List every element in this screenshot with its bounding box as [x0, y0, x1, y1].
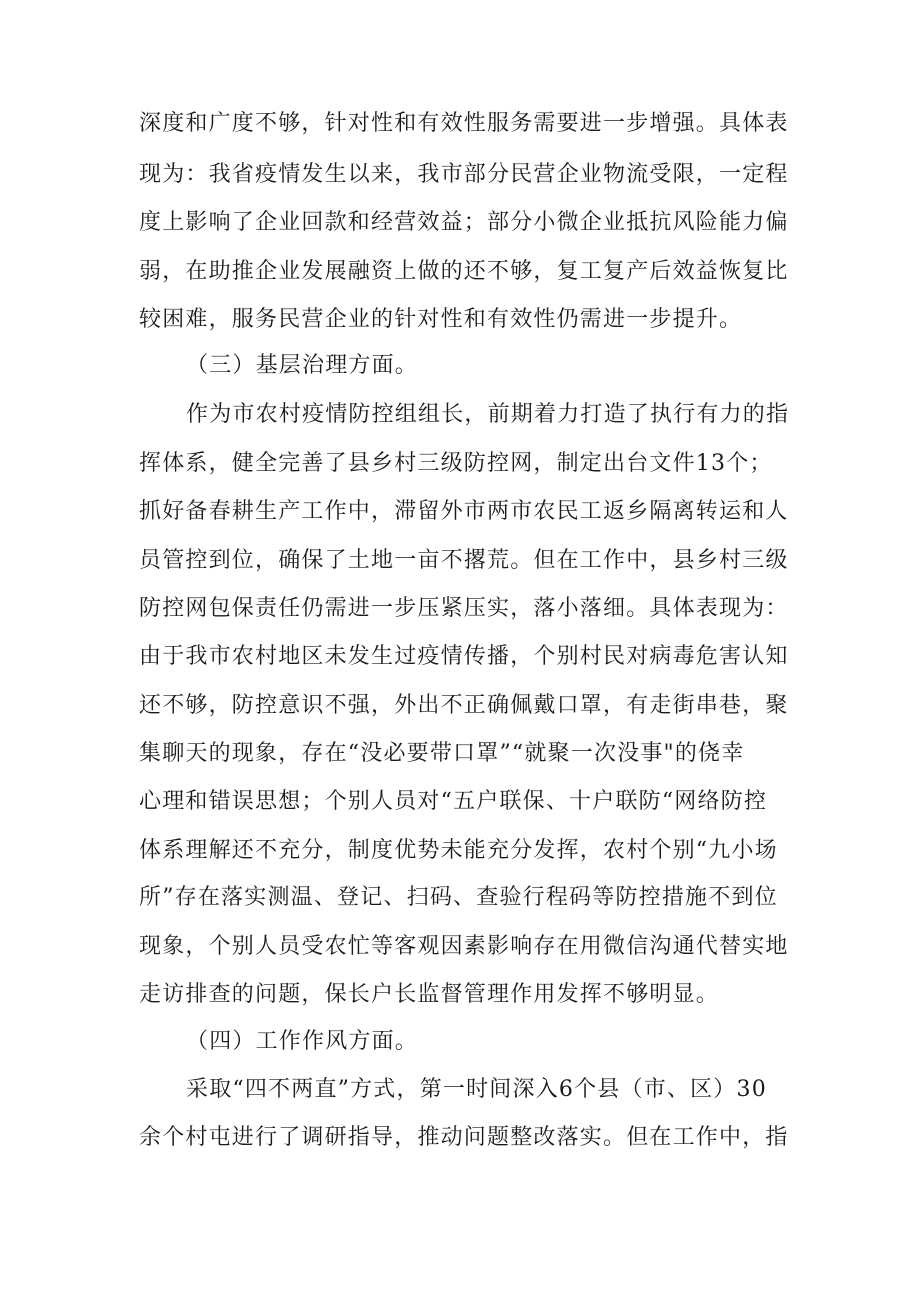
- paragraph-line: 由于我市农村地区未发生过疫情传播，个别村民对病毒危害认知: [139, 644, 789, 669]
- paragraph-line: 集聊天的现象，存在“没必要带口罩”“就聚一次没事"的侥幸: [139, 741, 745, 766]
- paragraph-line: 心理和错误思想；个别人员对“五户联保、十户联防“网络防控: [139, 789, 768, 814]
- paragraph-line: 度上影响了企业回款和经营效益；部分小微企业抵抗风险能力偏: [139, 210, 789, 235]
- paragraph-line: 防控网包保责任仍需进一步压紧压实，落小落细。具体表现为：: [139, 596, 789, 621]
- paragraph-line: 采取“四不两直”方式，第一时间深入6个县（市、区）30: [186, 1077, 767, 1102]
- paragraph-line: 体系理解还不充分，制度优势未能充分发挥，农村个别“九小场: [139, 838, 778, 863]
- paragraph-line: 余个村屯进行了调研指导，推动问题整改落实。但在工作中，指: [139, 1125, 789, 1150]
- paragraph-line: 较困难，服务民营企业的针对性和有效性仍需进一步提升。: [139, 307, 743, 332]
- section-heading: （三）基层治理方面。: [186, 353, 419, 378]
- paragraph-line: 作为市农村疫情防控组组长，前期着力打造了执行有力的指: [186, 402, 790, 427]
- paragraph-line: 深度和广度不够，针对性和有效性服务需要进一步增强。具体表: [139, 111, 789, 136]
- paragraph-line: 还不够，防控意识不强，外出不正确佩戴口罩，有走街串巷，聚: [139, 693, 789, 718]
- paragraph-line: 走访排查的问题，保长户长监督管理作用发挥不够明显。: [139, 982, 720, 1007]
- section-heading: （四）工作作风方面。: [186, 1029, 419, 1054]
- paragraph-line: 员管控到位，确保了土地一亩不撂荒。但在工作中，县乡村三级: [139, 548, 789, 573]
- paragraph-line: 抓好备春耕生产工作中，滞留外市两市农民工返乡隔离转运和人: [139, 499, 789, 524]
- paragraph-line: 弱，在助推企业发展融资上做的还不够，复工复产后效益恢复比: [139, 259, 789, 284]
- paragraph-line: 现为：我省疫情发生以来，我市部分民营企业物流受限，一定程: [139, 162, 789, 187]
- paragraph-line: 现象，个别人员受农忙等客观因素影响存在用微信沟通代替实地: [139, 934, 789, 959]
- paragraph-line: 所”存在落实测温、登记、扫码、查验行程码等防控措施不到位: [139, 885, 778, 910]
- paragraph-line: 挥体系，健全完善了县乡村三级防控网，制定出台文件13个；: [139, 451, 773, 476]
